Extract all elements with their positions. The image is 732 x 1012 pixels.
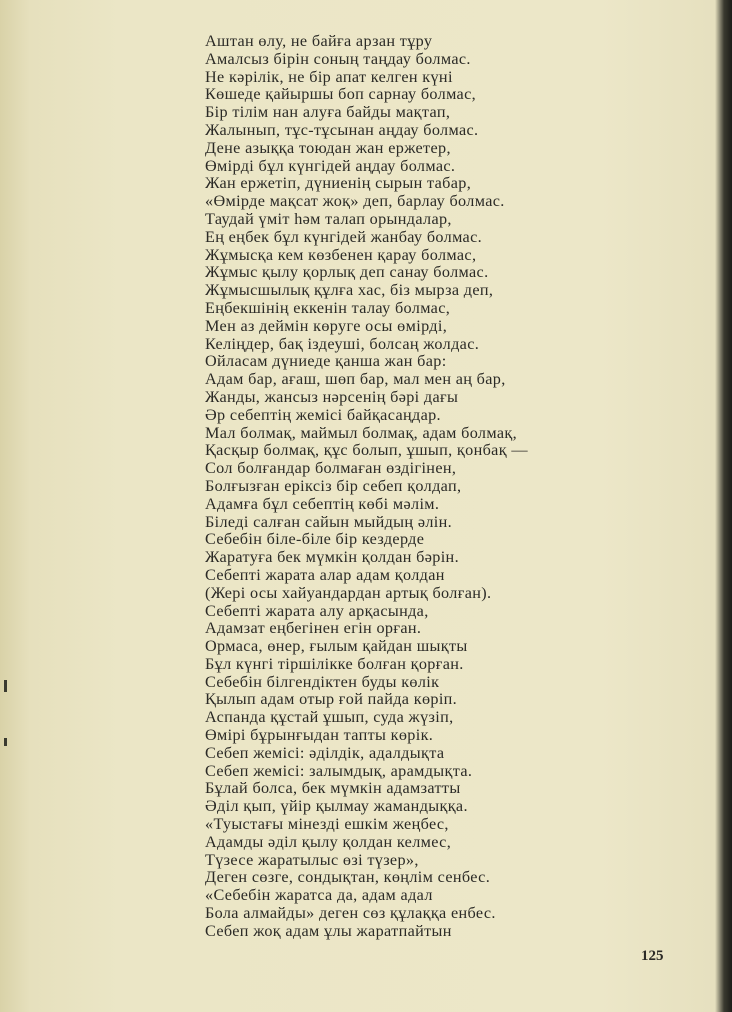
poem-line: Әр себептің жемісі байқасаңдар. bbox=[205, 405, 441, 424]
poem-line: Ең еңбек бұл күнгідей жанбау болмас. bbox=[205, 227, 483, 246]
poem-line: Бұлай болса, бек мүмкін адамзатты bbox=[205, 779, 461, 798]
poem-line: Жаратуға бек мүмкін қолдан бәрін. bbox=[205, 548, 459, 567]
poem-line: Сол болғандар болмаған өздігінен, bbox=[205, 459, 457, 478]
poem-line: Себеп жемісі: әділдік, адалдықта bbox=[205, 743, 445, 762]
poem-line: Аспанда құстай ұшып, суда жүзіп, bbox=[205, 708, 454, 727]
poem-line: Себебін білгендіктен буды көлік bbox=[205, 672, 440, 691]
poem-line: Адамзат еңбегінен егін орған. bbox=[205, 619, 422, 638]
poem-line: Амалсыз бірін соның таңдау болмас. bbox=[205, 49, 471, 68]
poem-line: Ойласам дүниеде қанша жан бар: bbox=[205, 352, 447, 371]
poem-line: Өмірді бұл күнгідей аңдау болмас. bbox=[205, 156, 456, 175]
poem-line: Қылып адам отыр ғой пайда көріп. bbox=[205, 690, 458, 709]
poem-line: Аштан өлу, не байға арзан тұру bbox=[205, 32, 433, 50]
poem-line: Себебін біле-біле бір кездерде bbox=[205, 530, 425, 549]
poem-line: Жан ержетіп, дүниенің сырын табар, bbox=[205, 174, 472, 193]
poem-line: Жұмыс қылу қорлық деп санау болмас. bbox=[205, 263, 489, 282]
poem-line: Бұл күнгі тіршілікке болған қорған. bbox=[205, 654, 464, 673]
scan-mark bbox=[4, 738, 7, 746]
poem-line: Деген сөзге, сондықтан, көңлім сенбес. bbox=[205, 868, 491, 887]
poem-line: Болғызған еріксіз бір себеп қолдап, bbox=[205, 476, 462, 495]
poem-line: Себеп жемісі: залымдық, арамдықта. bbox=[205, 761, 473, 780]
poem-line: Дене азыққа тоюдан жан ержетер, bbox=[205, 138, 451, 157]
poem-line: Көшеде қайыршы боп сарнау болмас, bbox=[205, 85, 477, 104]
poem-line: (Жері осы хайуандардан артық болған). bbox=[205, 583, 492, 602]
poem-line: Себеп жоқ адам ұлы жаратпайтын bbox=[205, 921, 452, 940]
poem-line: Себепті жарата алу арқасында, bbox=[205, 601, 429, 620]
poem-line: Жалынып, тұс-тұсынан аңдау болмас. bbox=[205, 120, 479, 139]
poem-line: Келіңдер, бақ іздеуші, болсаң жолдас. bbox=[205, 334, 480, 353]
poem-line: Еңбекшінің еккенін талау болмас, bbox=[205, 298, 451, 317]
poem-line: Адамды әділ қылу қолдан келмес, bbox=[205, 832, 452, 851]
poem-text bbox=[205, 33, 528, 941]
poem-line: Түзесе жаратылыс өзі түзер», bbox=[205, 850, 419, 869]
poem-line: «Себебін жаратса да, адам адал bbox=[205, 886, 433, 905]
poem-line: Себепті жарата алар адам қолдан bbox=[205, 565, 445, 584]
poem-line: «Өмірде мақсат жоқ» деп, барлау болмас. bbox=[205, 192, 505, 211]
poem-line: Жанды, жансыз нәрсенің бәрі дағы bbox=[205, 387, 459, 406]
poem-line: Ормаса, өнер, ғылым қайдан шықты bbox=[205, 637, 468, 656]
poem-line: Біледі салған сайын мыйдың әлін. bbox=[205, 512, 453, 531]
poem-line: Не кәрілік, не бір апат келген күні bbox=[205, 67, 453, 86]
poem-line: Мен аз деймін көруге осы өмірді, bbox=[205, 316, 448, 335]
poem-line: Жұмысқа кем көзбенен қарау болмас, bbox=[205, 245, 477, 264]
poem-line: Өмірі бұрынғыдан тапты көрік. bbox=[205, 726, 434, 745]
poem-line: Әділ қып, үйір қылмау жамандыққа. bbox=[205, 797, 468, 816]
scan-mark bbox=[4, 680, 7, 692]
poem-line: Бола алмайды» деген сөз құлаққа енбес. bbox=[205, 904, 496, 923]
poem-line: Таудай үміт һәм талап орындалар, bbox=[205, 209, 452, 228]
poem-line: Бір тілім нан алуға байды мақтап, bbox=[205, 103, 451, 122]
poem-line: «Туыстағы мінезді ешкім жеңбес, bbox=[205, 815, 449, 834]
poem-line: Адамға бұл себептің көбі мәлім. bbox=[205, 494, 440, 513]
poem-line: Мал болмақ, маймыл болмақ, адам болмақ, bbox=[205, 423, 517, 442]
poem-line: Жұмысшылық құлға хас, біз мырза деп, bbox=[205, 281, 494, 300]
page-number: 125 bbox=[641, 948, 664, 964]
poem-line: Адам бар, ағаш, шөп бар, мал мен аң бар, bbox=[205, 370, 506, 389]
poem-line: Қасқыр болмақ, құс болып, ұшып, қонбақ — bbox=[205, 441, 528, 460]
